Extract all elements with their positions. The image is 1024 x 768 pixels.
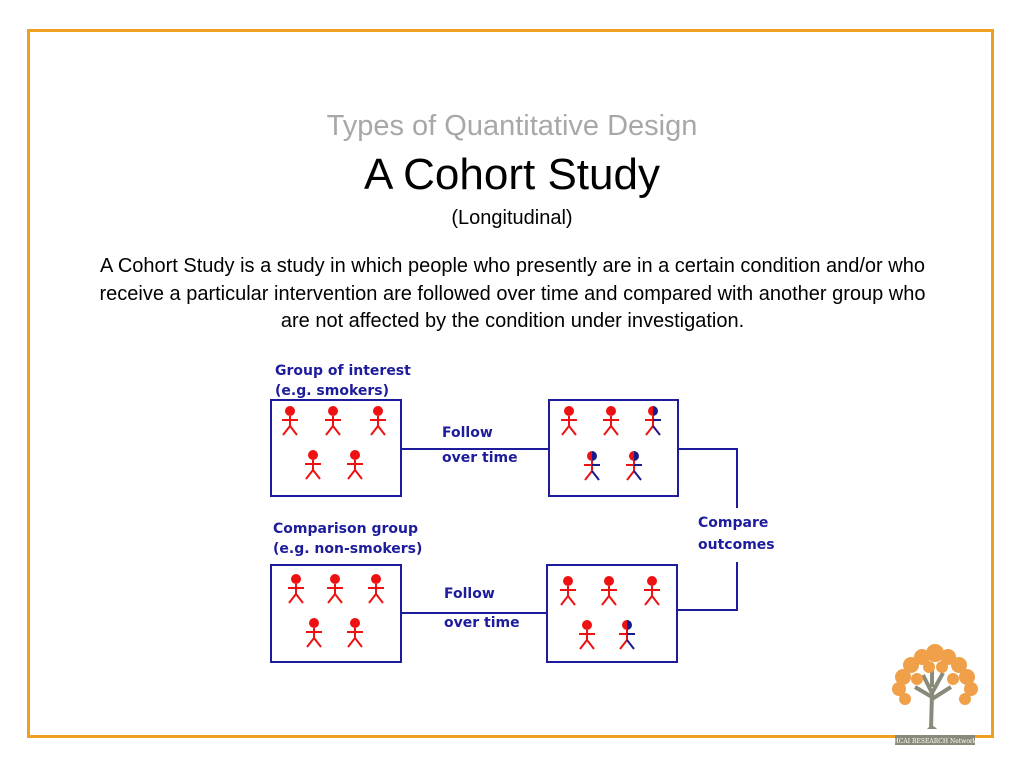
network-logo bbox=[885, 635, 985, 747]
slide-description: A Cohort Study is a study in which people who presently are in a certain condition and/or who receive a particular intervention are followed over time and compared with another group who are not affected by the condition under investigation. bbox=[99, 255, 926, 332]
person-figure-red bbox=[561, 406, 577, 435]
slide-subtitle: (Longitudinal) bbox=[451, 207, 573, 229]
person-figure-red bbox=[347, 618, 363, 647]
person-figure-red bbox=[560, 576, 576, 605]
comparison-label-line1: Comparison group bbox=[273, 521, 418, 537]
logo-text: HCAI RESEARCH Network bbox=[893, 738, 977, 745]
person-figure-red bbox=[603, 406, 619, 435]
follow-bottom-line2: over time bbox=[444, 615, 520, 631]
compare-connector-top bbox=[678, 449, 737, 508]
person-figure-affected bbox=[619, 620, 635, 649]
person-figure-red bbox=[644, 576, 660, 605]
person-figure-affected bbox=[584, 451, 600, 480]
person-figure-red bbox=[601, 576, 617, 605]
interest-label-line1: Group of interest bbox=[275, 363, 411, 379]
follow-top-line1: Follow bbox=[442, 425, 493, 441]
person-figure-red bbox=[370, 406, 386, 435]
person-figure-red bbox=[306, 618, 322, 647]
follow-top-line2: over time bbox=[442, 450, 518, 466]
person-figure-red bbox=[368, 574, 384, 603]
person-figure-red bbox=[325, 406, 341, 435]
person-figure-red bbox=[305, 450, 321, 479]
person-figure-red bbox=[579, 620, 595, 649]
follow-bottom-line1: Follow bbox=[444, 586, 495, 602]
compare-line2: outcomes bbox=[698, 537, 775, 553]
interest-label-line2: (e.g. smokers) bbox=[275, 383, 390, 399]
person-figure-red bbox=[288, 574, 304, 603]
slide-title: A Cohort Study bbox=[364, 150, 660, 199]
person-figure-red bbox=[347, 450, 363, 479]
person-figure-affected bbox=[645, 406, 661, 435]
comparison-label-line2: (e.g. non-smokers) bbox=[273, 541, 423, 557]
tree-icon bbox=[892, 644, 978, 729]
person-figure-red bbox=[282, 406, 298, 435]
person-figure-red bbox=[327, 574, 343, 603]
compare-line1: Compare bbox=[698, 515, 769, 531]
slide-supertitle: Types of Quantitative Design bbox=[326, 110, 698, 142]
person-figure-affected bbox=[626, 451, 642, 480]
compare-connector-bottom bbox=[677, 562, 737, 610]
